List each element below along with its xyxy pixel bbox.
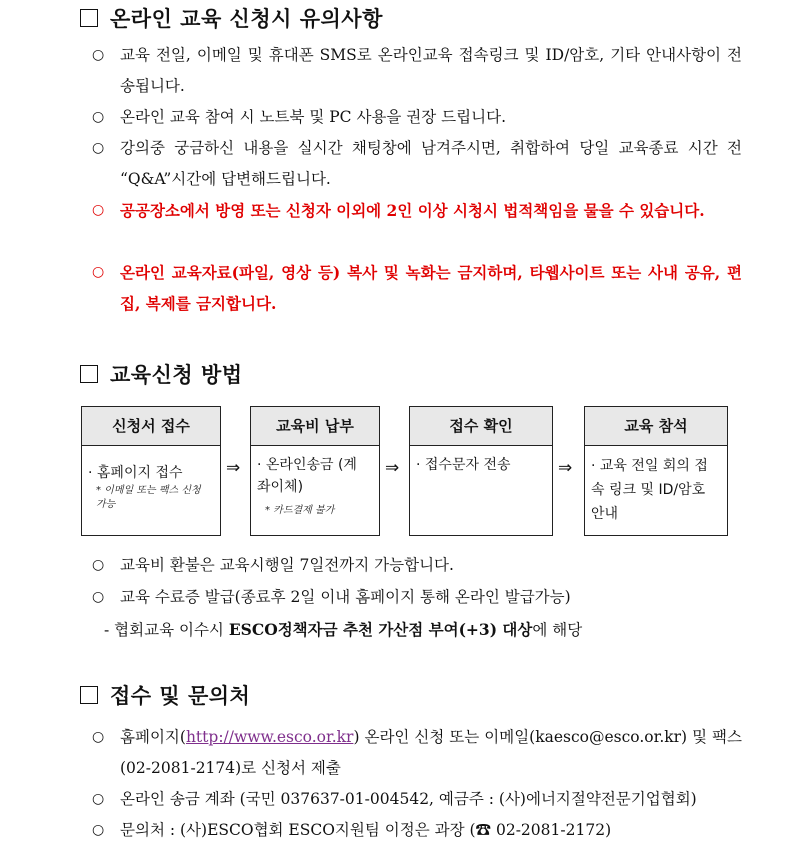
flow-step-payment bbox=[250, 406, 380, 536]
list-item: ○ 교육 전일, 이메일 및 휴대폰 SMS로 온라인교육 접속링크 및 ID/암호, 기타 안내사항이 전송됩니다. bbox=[92, 40, 742, 102]
flow-step-text: · 홈페이지 접수 bbox=[88, 465, 183, 481]
list-item: ○ 교육비 환불은 교육시행일 7일전까지 가능합니다. bbox=[92, 550, 742, 581]
circle-bullet-icon: ○ bbox=[92, 109, 105, 125]
circle-bullet-icon: ○ bbox=[92, 557, 105, 573]
flow-arrow-icon: ⇒ bbox=[226, 458, 241, 478]
section-heading-notice: 온라인 교육 신청시 유의사항 bbox=[80, 3, 383, 33]
circle-bullet-icon: ○ bbox=[92, 140, 105, 156]
flow-step-text: · 교육 전일 회의 접속 링크 및 ID/암호 안내 bbox=[591, 458, 708, 522]
list-item-warning: ○ 공공장소에서 방영 또는 신청자 이외에 2인 이상 시청시 법적책임을 물을 수 있습니다. bbox=[92, 195, 742, 226]
flow-arrow-icon: ⇒ bbox=[385, 458, 400, 478]
circle-bullet-icon: ○ bbox=[92, 589, 105, 605]
flow-step-application bbox=[81, 406, 221, 536]
flow-step-confirm bbox=[409, 406, 553, 536]
checkbox-square-icon bbox=[80, 9, 98, 27]
list-item: ○ 온라인 송금 계좌 (국민 037637-01-004542, 예금주 : (사)에너지절약전문기업협회) bbox=[92, 784, 742, 815]
list-sub-note: - 협회교육 이수시 ESCO정책자금 추천 가산점 부여(+3) 대상에 해당 bbox=[104, 620, 583, 639]
list-item-warning: ○ 온라인 교육자료(파일, 영상 등) 복사 및 녹화는 금지하며, 타웹사이트 또는 사내 공유, 편집, 복제를 금지합니다. bbox=[92, 257, 742, 319]
flow-step-note: * 카드결제 불가 bbox=[265, 505, 335, 516]
section-heading-method: 교육신청 방법 bbox=[80, 359, 243, 389]
circle-bullet-icon: ○ bbox=[92, 729, 105, 745]
flow-step-title: 신청서 접수 bbox=[82, 407, 220, 446]
flow-arrow-icon: ⇒ bbox=[558, 458, 573, 478]
flow-step-title: 접수 확인 bbox=[410, 407, 552, 446]
list-item: ○ 문의처 : (사)ESCO협회 ESCO지원팀 이정은 과장 (☎ 02-2081-2172) bbox=[92, 815, 742, 846]
flow-step-title: 교육비 납부 bbox=[251, 407, 379, 446]
checkbox-square-icon bbox=[80, 686, 98, 704]
circle-bullet-icon: ○ bbox=[92, 202, 105, 218]
circle-bullet-icon: ○ bbox=[92, 47, 105, 63]
flow-step-attend bbox=[584, 406, 728, 536]
list-item: ○ 교육 수료증 발급(종료후 2일 이내 홈페이지 통해 온라인 발급가능) bbox=[92, 582, 742, 613]
circle-bullet-icon: ○ bbox=[92, 822, 105, 838]
flow-step-text: · 온라인송금 (계좌이체) bbox=[257, 457, 357, 495]
list-item: ○ 홈페이지(http://www.esco.or.kr) 온라인 신청 또는 이메일(kaesco@esco.or.kr) 및 팩스(02-2081-2174)로 신청서 제출 bbox=[92, 722, 742, 784]
circle-bullet-icon: ○ bbox=[92, 264, 105, 280]
flow-step-note: * 이메일 또는 팩스 신청 가능 bbox=[96, 485, 201, 510]
checkbox-square-icon bbox=[80, 365, 98, 383]
circle-bullet-icon: ○ bbox=[92, 791, 105, 807]
list-item: ○ 강의중 궁금하신 내용을 실시간 채팅창에 남겨주시면, 취합하여 당일 교육종료 시간 전 “Q&A”시간에 답변해드립니다. bbox=[92, 133, 742, 195]
section-heading-contact: 접수 및 문의처 bbox=[80, 680, 250, 710]
list-item: ○ 온라인 교육 참여 시 노트북 및 PC 사용을 권장 드립니다. bbox=[92, 102, 742, 133]
homepage-link[interactable]: http://www.esco.or.kr bbox=[185, 728, 354, 746]
flow-step-title: 교육 참석 bbox=[585, 407, 727, 446]
flow-step-text: · 접수문자 전송 bbox=[416, 457, 511, 473]
